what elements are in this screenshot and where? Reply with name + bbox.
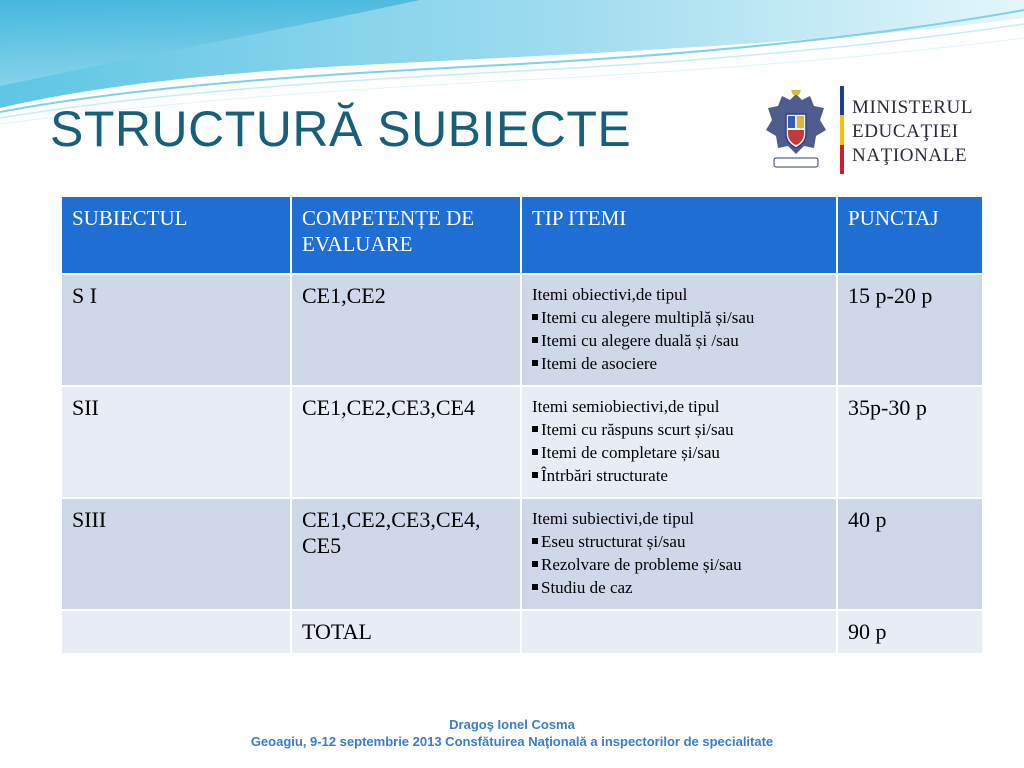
flag-red-stripe: [840, 145, 844, 174]
cell-subiect: SIII: [61, 498, 291, 610]
list-item: Itemi de asociere: [532, 352, 826, 375]
table-row: [61, 498, 983, 610]
items-intro: Itemi subiectivi,de tipul: [532, 509, 694, 528]
items-list: [532, 306, 826, 375]
list-item: Itemi cu alegere multiplă și/sau: [532, 306, 826, 329]
cell-total-label: TOTAL: [291, 610, 521, 654]
ministry-name: [852, 96, 973, 168]
cell-subiect: S I: [61, 274, 291, 386]
list-item: Itemi cu răspuns scurt și/sau: [532, 418, 826, 441]
romania-coat-of-arms-icon: [764, 88, 828, 174]
list-item: Studiu de caz: [532, 576, 826, 599]
header-competente: COMPETENȚE DE EVALUARE: [291, 196, 521, 274]
cell-tip-itemi: [521, 274, 837, 386]
items-list: [532, 530, 826, 599]
cell-punctaj: 35p-30 p: [837, 386, 983, 498]
cell-tip-itemi: [521, 386, 837, 498]
table-row: [61, 386, 983, 498]
cell-competente: CE1,CE2,CE3,CE4, CE5: [291, 498, 521, 610]
ministry-name-line: EDUCAŢIEI: [852, 121, 959, 142]
header-punctaj: PUNCTAJ: [837, 196, 983, 274]
footer: [0, 716, 1024, 750]
items-intro: Itemi semiobiectivi,de tipul: [532, 397, 720, 416]
footer-author: Dragoş Ionel Cosma: [449, 717, 575, 732]
list-item: Itemi cu alegere duală și /sau: [532, 329, 826, 352]
cell-tip-itemi: [521, 610, 837, 654]
flag-blue-stripe: [840, 86, 844, 115]
cell-subiect: SII: [61, 386, 291, 498]
table-row: [61, 610, 983, 654]
cell-competente: CE1,CE2,CE3,CE4: [291, 386, 521, 498]
table-row: [61, 274, 983, 386]
flag-yellow-stripe: [840, 115, 844, 144]
cell-subiect: [61, 610, 291, 654]
header-tip-itemi: TIP ITEMI: [521, 196, 837, 274]
table-header-row: [61, 196, 983, 274]
list-item: Întrbări structurate: [532, 464, 826, 487]
cell-competente: CE1,CE2: [291, 274, 521, 386]
footer-event: Geoagiu, 9-12 septembrie 2013 Consfătuirea Naţională a inspectorilor de specialitate: [250, 734, 774, 749]
structure-table: [60, 195, 984, 655]
romanian-flag-stripe: [840, 86, 844, 174]
list-item: Eseu structurat și/sau: [532, 530, 826, 553]
list-item: Rezolvare de probleme și/sau: [532, 553, 826, 576]
ministry-name-line: NAŢIONALE: [852, 145, 968, 166]
ministry-logo: [758, 78, 982, 186]
items-intro: Itemi obiectivi,de tipul: [532, 285, 688, 304]
cell-total-punctaj: 90 p: [837, 610, 983, 654]
header-subiectul: SUBIECTUL: [61, 196, 291, 274]
items-list: [532, 418, 826, 487]
cell-punctaj: 15 p-20 p: [837, 274, 983, 386]
cell-punctaj: 40 p: [837, 498, 983, 610]
ministry-name-line: MINISTERUL: [852, 97, 974, 118]
slide-title: STRUCTURĂ SUBIECTE: [50, 101, 632, 157]
cell-tip-itemi: [521, 498, 837, 610]
list-item: Itemi de completare și/sau: [532, 441, 826, 464]
